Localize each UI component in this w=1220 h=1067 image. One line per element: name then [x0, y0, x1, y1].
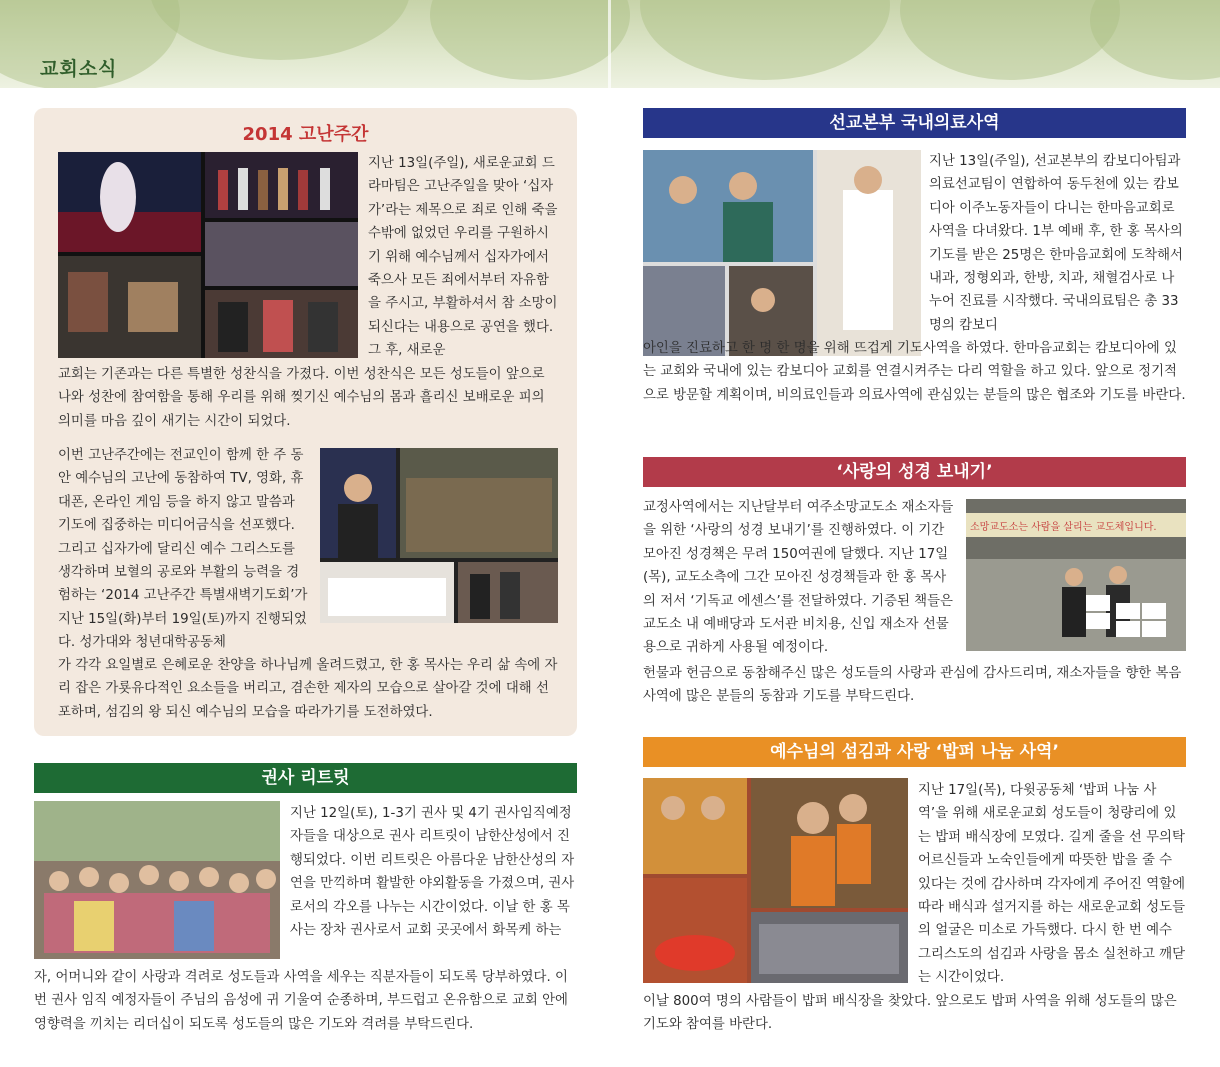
stage-photo: [58, 152, 358, 358]
banner-leaf-shape: [1090, 0, 1220, 80]
passion-week-article: [34, 108, 577, 736]
medical-para-full: 아인을 진료하고 한 명 한 명을 위해 뜨겁게 기도사역을 하였다. 한마음교회는 캄보디아에 있는 교회와 국내에 있는 캄보디아 교회를 연결시켜주는 다리 역할을 하고 있다. 앞으로 정기적으로 방문할 계획이며, 비의료인들과 의료사역에 관심있는 분들의 많은 협조와 기도를 바란다.: [643, 341, 1186, 403]
bible-title: ‘사랑의 성경 보내기’: [836, 462, 993, 482]
bible-para-full: 헌물과 헌금으로 동참해주신 많은 성도들의 사랑과 관심에 감사드리며, 재소자들을 향한 복음 사역에 많은 분들의 동참과 기도를 부탁드린다.: [643, 666, 1182, 705]
medical-para-wrap: 지난 13일(주일), 선교본부의 캄보디아팀과 의료선교팀이 연합하여 동두천에 있는 캄보디아 이주노동자들이 다니는 한마음교회로 사역을 다녀왔다. 1부 예배 후, 한 홍 목사의 기도를 받은 25명은 한마음교회에 도착해서 내과, 정형외과, 한방, 치과, 채혈검사로 나누어 진료를 시작했다. 국내의료팀은 총 33명의 캄보디: [929, 154, 1183, 333]
rice-para-full: 이날 800여 명의 사람들이 밥퍼 배식장을 찾았다. 앞으로도 밥퍼 사역을 위해 성도들의 많은 기도와 참여를 바란다.: [643, 994, 1177, 1033]
retreat-title-bar: [34, 763, 577, 793]
rice-serving-photo: [643, 778, 908, 983]
retreat-group-photo: [34, 801, 280, 959]
page-spread-divider: [608, 0, 611, 88]
medical-title: 선교본부 국내의료사역: [829, 113, 1000, 133]
rice-title-bar: [643, 737, 1186, 767]
banner-leaf-shape: [900, 0, 1120, 80]
passion-week-para2-full: 가 각각 요일별로 은혜로운 찬양을 하나님께 올려드렸고, 한 홍 목사는 우리 삶 속에 자리 잡은 가룟유다적인 요소들을 버리고, 겸손한 제자의 모습으로 살아갈 것에 대해 선포하며, 섬김의 왕 되신 예수님의 모습을 따라가기를 도전하였다.: [58, 658, 558, 720]
retreat-title: 권사 리트릿: [261, 768, 350, 788]
passion-week-para1-full: 교회는 기존과는 다른 특별한 성찬식을 가졌다. 이번 성찬식은 모든 성도들이 앞으로 나와 성찬에 참여함을 통해 우리를 위해 찢기신 예수님의 몸과 흘리신 보배로운 피의 의미를 마음 깊이 새기는 시간이 되었다.: [58, 367, 545, 429]
choir-photo: [320, 448, 558, 623]
retreat-para-full: 자, 어머니와 같이 사랑과 격려로 성도들과 사역을 세우는 직분자들이 되도록 당부하였다. 이번 권사 임직 예정자들이 주님의 음성에 귀 기울여 순종하며, 부드럽고 온유함으로 교회 안에 영향력을 끼치는 리더십이 되도록 성도들의 많은 기도와 격려를 부탁드린다.: [34, 970, 568, 1032]
bible-para-wrap: 교정사역에서는 지난달부터 여주소망교도소 재소자들을 위한 ‘사랑의 성경 보내기’를 진행하였다. 이 기간 모아진 성경책은 무려 150여권에 달했다. 지난 17일(목), 교도소측에 그간 모아진 성경책들과 한 홍 목사의 저서 ‘기독교 에센스’를 전달하였다. 기증된 책들은 교도소 내 예배당과 도서관 비치용, 신입 재소자 선물용으로 귀하게 사용될 예정이다.: [643, 500, 954, 656]
banner-leaf-shape: [640, 0, 890, 80]
clinic-photo: [643, 150, 921, 356]
rice-para-wrap: 지난 17일(목), 다윗공동체 ‘밥퍼 나눔 사역’을 위해 새로운교회 성도들이 청량리에 있는 밥퍼 배식장에 모였다. 길게 줄을 선 무의탁 어르신들과 노숙인들에게 따뜻한 밥을 줄 수 있다는 것에 감사하며 각자에게 주어진 역할에 따라 배식과 설거지를 하는 새로운교회 성도들의 얼굴은 미소로 가득했다. 다시 한 번 예수 그리스도의 섬김과 사랑을 몸소 실천하고 깨닫는 시간이었다.: [918, 783, 1186, 986]
passion-week-para1-wrap: 지난 13일(주일), 새로운교회 드라마팀은 고난주일을 맞아 ‘십자가’라는 제목으로 죄로 인해 죽을 수밖에 없었던 우리를 구원하시기 위해 예수님께서 십자가에서 죽으사 모든 죄에서부터 자유함을 주시고, 부활하셔서 참 소망이 되신다는 내용으로 공연을 했다. 그 후, 새로운: [368, 156, 558, 359]
rice-title: 예수님의 섬김과 사랑 ‘밥퍼 나눔 사역’: [770, 742, 1059, 762]
bible-title-bar: [643, 457, 1186, 487]
passion-week-title: 2014 고난주간: [242, 124, 369, 145]
prison-banner-text: 소망교도소는 사람을 살리는 교도체입니다.: [970, 522, 1157, 533]
passion-week-para2-wrap: 이번 고난주간에는 전교인이 함께 한 주 동안 예수님의 고난에 동참하여 TV, 영화, 휴대폰, 온라인 게임 등을 하지 않고 말씀과 기도에 집중하는 미디어금식을 선포했다. 그리고 십자가에 달리신 예수 그리스도를 생각하며 보혈의 공로와 부활의 능력을 경험하는 ‘2014 고난주간 특별새벽기도회’가 지난 15일(화)부터 19일(토)까지 진행되었다. 성가대와 청년대학공동체: [58, 448, 308, 651]
medical-title-bar: [643, 108, 1186, 138]
section-title: 교회소식: [40, 58, 118, 80]
retreat-para-wrap: 지난 12일(토), 1-3기 권사 및 4기 권사임직예정자들을 대상으로 권사 리트릿이 남한산성에서 진행되었다. 이번 리트릿은 아름다운 남한산성의 자연을 만끽하며 활발한 야외활동을 가졌으며, 권사로서의 각오를 나누는 시간이었다. 이날 한 홍 목사는 장차 권사로서 교회 곳곳에서 화목케 하는: [290, 806, 575, 939]
banner-leaf-shape: [430, 0, 630, 80]
header-banner: [0, 0, 1220, 88]
banner-leaf-shape: [150, 0, 410, 60]
prison-donation-photo: [966, 499, 1186, 651]
